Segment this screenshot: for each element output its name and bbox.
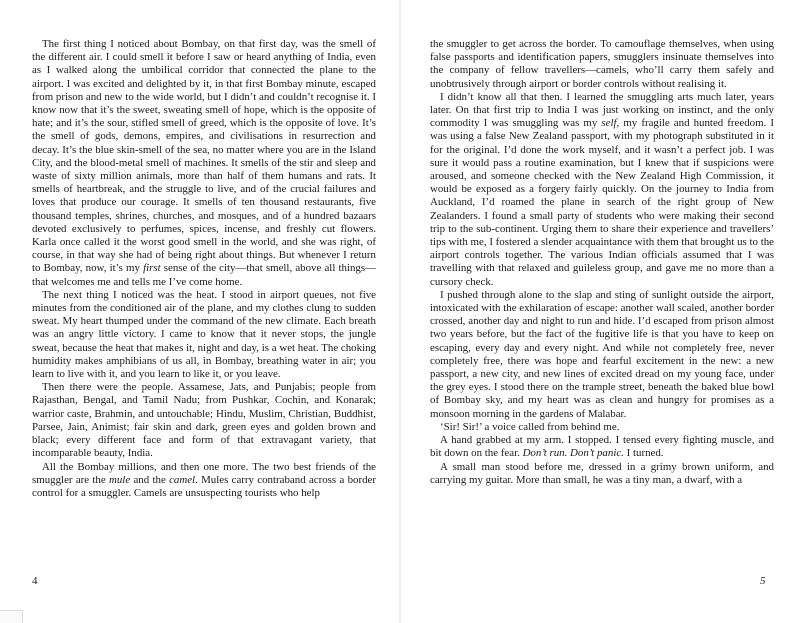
italic-run: first (143, 262, 161, 275)
right-paragraph-3 (430, 289, 774, 421)
text-run: the smuggler to get across the border. To camouflage themselves, when using false passports and identification papers, smugglers insinuate themselves into the company of fellow travellers—camels, who’ll carry them safely and unobtrusively through airport or border controls without realising it. (430, 38, 774, 90)
book-gutter (399, 0, 401, 623)
text-run: sense of the city—that smell, above all things—that welcomes me and tells me I’ve come home. (32, 262, 376, 288)
italic-run: mule (109, 473, 131, 486)
italic-run: self (601, 117, 617, 130)
page-number-left: 4 (32, 575, 38, 587)
text-run: I pushed through alone to the slap and sting of sunlight outside the airport, intoxicated with the exhilaration of escape: another wall scaled, another border crossed, another day and night to run and hide. I’d escaped from prison almost two years before, but the fact of the fugitive life is that you have to keep on escaping, every day and every night. And while not completely free, never completely free, there was hope and fearful excitement in the new: a new passport, a new city, and new lines of excited dread on my young face, under the grey eyes. I stood there on the trample street, beneath the baked blue bowl of Bombay sky, and my heart was as clean and hungry for promises as a monsoon morning in the gardens of Malabar. (430, 288, 774, 420)
left-paragraph-1 (32, 38, 376, 289)
italic-run: Don’t run. Don’t panic. (522, 447, 624, 460)
text-run: All the Bombay millions, and then one more. The two best friends of the smuggler are the (32, 460, 376, 486)
right-paragraph-2 (430, 91, 774, 289)
text-run: , my fragile and hunted freedom. I was using a false New Zealand passport, with my photograph substituted in it for the original. I’d done the work myself, and it wasn’t a perfect job. I was sure it would pass a routine examination, but I knew that if suspicions were aroused, and someone checked with the New Zealand High Commission, it would be exposed as a forgery fairly quickly. On the journey to India from Auckland, I’d roamed the plane in search of the right group of New Zealanders. I found a small party of students who were making their second trip to the sub-continent. Urging them to share their experience and travellers’ tips with me, I fostered a slender acquaintance with them that brought us to the airport controls together. The various Indian officials assumed that I was travelling with that relaxed and guileless group, and gave me no more than a cursory check. (430, 117, 774, 288)
left-paragraph-4 (32, 461, 376, 501)
left-paragraph-2 (32, 289, 376, 381)
italic-run: camel (169, 473, 196, 486)
text-run: and the (130, 473, 170, 486)
text-run: The next thing I noticed was the heat. I stood in airport queues, not five minutes from the conditioned air of the plane, and my clothes clung to sudden sweat. My heart thumped under the command of the new climate. Each breath was an angry little victory. I came to know that it never stops, the jungle sweat, because the heat that makes it, night and day, is a wet heat. The choking humidity makes amphibians of us all, in Bombay, breathing water in air; you learn to live with it, and you learn to like it, or you leave. (32, 288, 376, 381)
text-run: The first thing I noticed about Bombay, on that first day, was the smell of the different air. I could smell it before I saw or heard anything of India, even as I walked along the umbilical corridor that connected the plane to the airport. I was excited and delighted by it, in that first Bombay minute, escaped from prison and new to the wide world, but I didn’t and couldn’t recognise it. I know now that it’s the sweet, sweating smell of hope, which is the opposite of hate; and it’s the sour, stifled smell of greed, which is the opposite of love. It’s the smell of gods, demons, empires, and civilisations in resurrection and decay. It’s the blue skin-smell of the sea, no matter where you are in the Island City, and the blood-metal smell of machines. It smells of the stir and sleep and waste of sixty million animals, more than half of them humans and rats. It smells of heartbreak, and the struggle to live, and of the crucial failures and loves that produce our courage. It smells of ten thousand restaurants, five thousand temples, shrines, churches, and mosques, and of a hundred bazaars devoted exclusively to perfumes, spices, incense, and freshly cut flowers. Karla once called it the worst good smell in the world, and she was right, of course, in that way she had of being right about things. But whenever I return to Bombay, now, it’s my (32, 38, 376, 275)
right-paragraph-4 (430, 421, 774, 434)
text-run: A hand grabbed at my arm. I stopped. I tensed every fighting muscle, and bit down on the fear. (430, 434, 774, 460)
right-paragraph-5 (430, 434, 774, 460)
text-run: I didn’t know all that then. I learned the smuggling arts much later, years later. On that first trip to India I was just working on instinct, and the only commodity I was smuggling was my (430, 90, 774, 130)
left-paragraph-3 (32, 381, 376, 460)
text-run: . Mules carry contraband across a border control for a smuggler. Camels are unsuspecting tourists who help (32, 473, 376, 499)
page-number-right: 5 (760, 575, 766, 587)
right-paragraph-6 (430, 461, 774, 487)
right-paragraph-1 (430, 38, 774, 91)
left-page (32, 38, 376, 558)
text-run: Then there were the people. Assamese, Jats, and Punjabis; people from Rajasthan, Bengal, and Tamil Nadu; from Pushkar, Cochin, and Konarak; warrior caste, Brahmin, and untouchable; Hindu, Muslim, Christian, Buddhist, Parsee, Jain, Animist; fair skin and dark, green eyes and golden brown and black; every different face and form of that extravagant variety, that incomparable beauty, India. (32, 381, 376, 460)
text-run: I turned. (623, 447, 664, 460)
right-page (430, 38, 774, 558)
page-corner-mark (0, 610, 23, 623)
text-run: A small man stood before me, dressed in a grimy brown uniform, and carrying my guitar. More than small, he was a tiny man, a dwarf, with a (430, 460, 774, 486)
text-run: ‘Sir! Sir!’ a voice called from behind me. (440, 420, 620, 433)
